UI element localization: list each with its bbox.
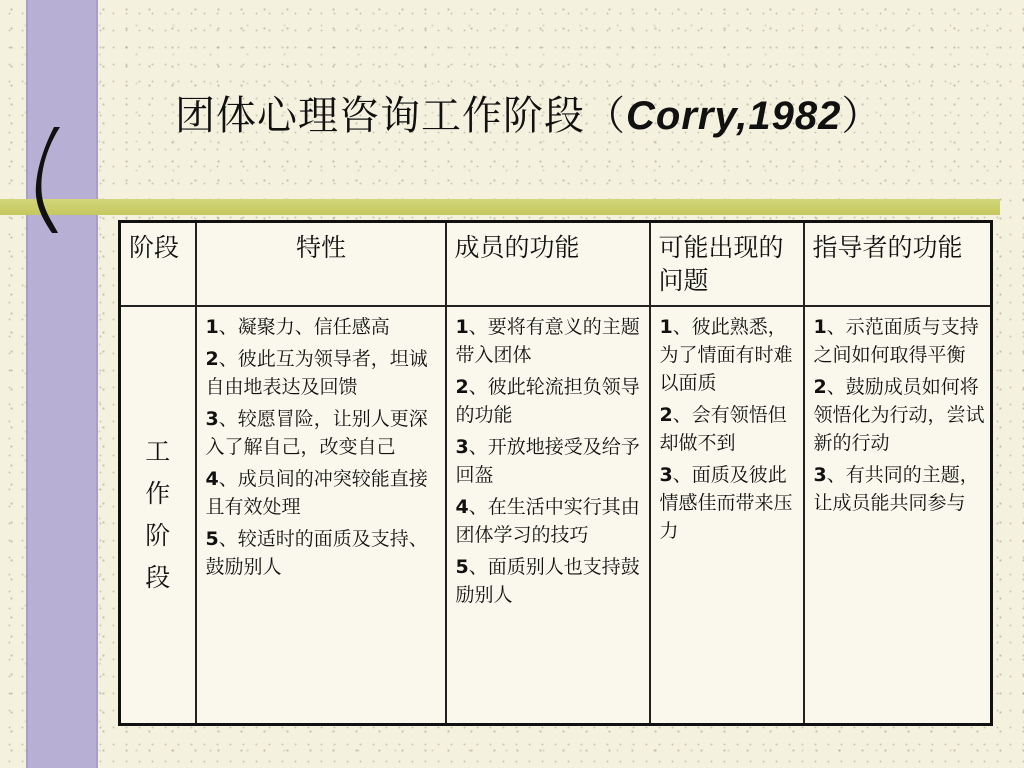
title-author-year: Corry,1982 <box>626 94 842 138</box>
member-functions-cell <box>446 306 650 725</box>
list-item-text: 、彼此轮流担负领导的功能 <box>455 375 640 426</box>
list-item-number: 5 <box>205 527 219 550</box>
list-item <box>456 433 645 489</box>
list-item <box>814 313 987 369</box>
list-item <box>206 405 441 461</box>
list-item-text: 、较愿冒险，让别人更深入了解自己，改变自己 <box>205 407 428 458</box>
header-problems: 可能出现的问题 <box>650 222 804 306</box>
list-item-number: 3 <box>205 407 219 430</box>
list-item <box>814 373 987 457</box>
list-item-number: 2 <box>659 403 673 426</box>
header-member-functions: 成员的功能 <box>446 222 650 306</box>
list-item <box>814 461 987 517</box>
list-item-text: 、要将有意义的主题带入团体 <box>455 315 640 366</box>
table-row <box>120 306 992 725</box>
header-characteristics: 特性 <box>196 222 446 306</box>
title-chinese: 团体心理咨询工作阶段（ <box>175 93 626 139</box>
list-item-text: 、凝聚力、信任感高 <box>218 315 390 338</box>
stage-char: 段 <box>145 562 171 592</box>
list-item-number: 3 <box>455 435 469 458</box>
list-item-number: 3 <box>659 463 673 486</box>
title-closing-paren: ） <box>841 93 883 139</box>
list-item <box>206 525 441 581</box>
list-item-text: 、彼此互为领导者，坦诚自由地表达及回馈 <box>205 347 428 398</box>
list-item <box>660 461 799 545</box>
characteristics-cell <box>196 306 446 725</box>
header-row <box>120 222 992 306</box>
list-item-number: 2 <box>455 375 469 398</box>
leader-functions-cell <box>804 306 992 725</box>
list-item-text: 、有共同的主题，让成员能共同参与 <box>813 463 979 514</box>
list-item-number: 1 <box>455 315 469 338</box>
list-item-text: 、面质别人也支持鼓励别人 <box>455 555 640 606</box>
list-item-text: 、彼此熟悉，为了情面有时难以面质 <box>659 315 793 394</box>
list-item-text: 、示范面质与支持之间如何取得平衡 <box>813 315 979 366</box>
list-item-number: 4 <box>455 495 469 518</box>
list-item-number: 3 <box>813 463 827 486</box>
list-item-text: 、开放地接受及给予回盔 <box>455 435 640 486</box>
stage-label <box>121 431 195 599</box>
stage-char: 作 <box>145 478 171 508</box>
list-item <box>456 553 645 609</box>
stage-char: 工 <box>145 436 171 466</box>
header-leader-functions: 指导者的功能 <box>804 222 992 306</box>
list-item-number: 2 <box>813 375 827 398</box>
problems-cell <box>650 306 804 725</box>
list-item-number: 4 <box>205 467 219 490</box>
list-item <box>456 313 645 369</box>
decorative-vertical-stripe <box>26 0 98 768</box>
list-item-text: 、在生活中实行其由团体学习的技巧 <box>455 495 640 546</box>
stage-char: 阶 <box>145 520 171 550</box>
list-item <box>660 401 799 457</box>
list-item <box>660 313 799 397</box>
list-item-number: 1 <box>205 315 219 338</box>
list-item-text: 、较适时的面质及支持、鼓励别人 <box>205 527 428 578</box>
decorative-horizontal-bar <box>0 199 1000 215</box>
list-item <box>206 345 441 401</box>
list-item-text: 、鼓励成员如何将领悟化为行动，尝试新的行动 <box>813 375 985 454</box>
list-item-text: 、成员间的冲突较能直接且有效处理 <box>205 467 428 518</box>
header-stage: 阶段 <box>120 222 196 306</box>
stage-table <box>118 220 993 726</box>
list-item <box>206 313 441 341</box>
stage-cell <box>120 306 196 725</box>
list-item-text: 、会有领悟但却做不到 <box>659 403 787 454</box>
list-item <box>206 465 441 521</box>
list-item-number: 1 <box>659 315 673 338</box>
page-title <box>175 84 882 141</box>
list-item-text: 、面质及彼此情感佳而带来压力 <box>659 463 793 542</box>
list-item <box>456 373 645 429</box>
list-item <box>456 493 645 549</box>
list-item-number: 5 <box>455 555 469 578</box>
bracket-decoration-icon <box>34 125 64 235</box>
list-item-number: 1 <box>813 315 827 338</box>
list-item-number: 2 <box>205 347 219 370</box>
